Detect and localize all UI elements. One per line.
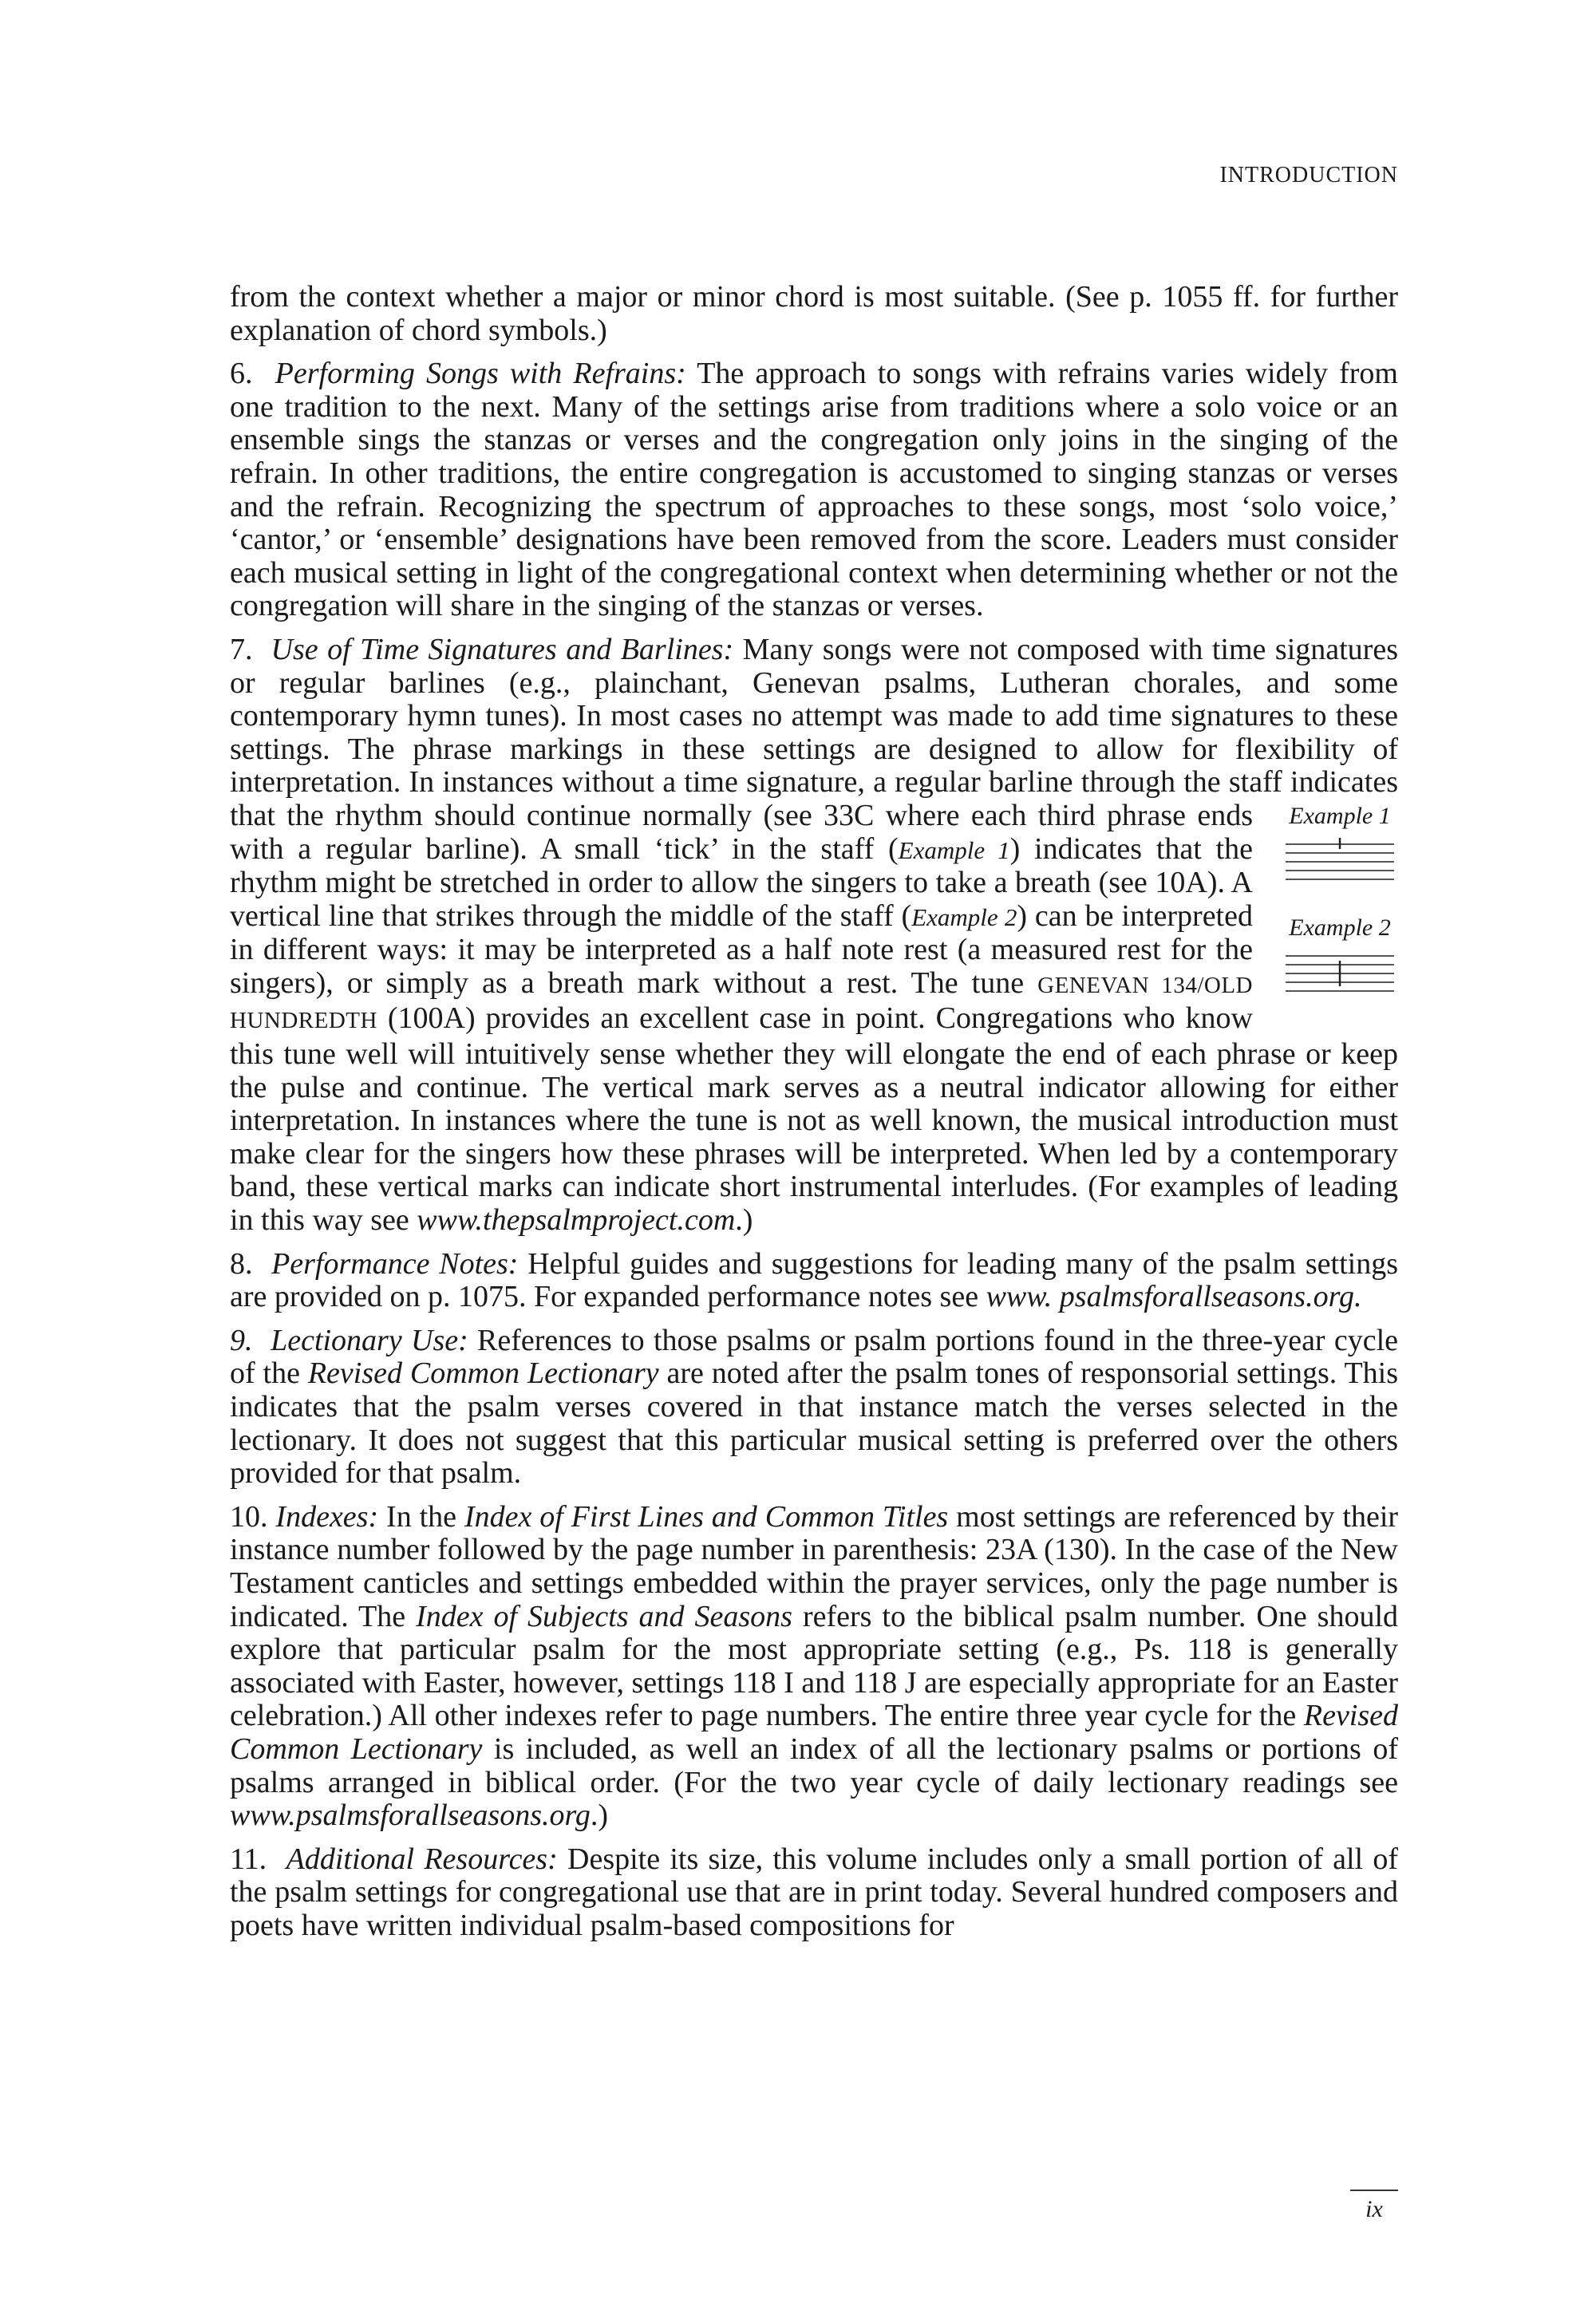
staff-examples (1275, 800, 1404, 1026)
body-text (230, 281, 1398, 1953)
item-11-text: Despite its size, this volume includes only a small portion of all of the psalm settings for congregational use that are in print today. Several hundred composers and poets have written individual psalm-based compositions for (230, 1842, 1399, 1942)
item-7-example-1-ref: Example 1 (898, 835, 1010, 864)
item-7-text-1: Many songs were not composed with time signatures or regular barlines (e.g., plainchant, Genevan psalms, Lutheran chorales, and some contemporary hymn tunes). In most cases no attempt was made to add time signatures to these settings. The phrase markings in these settings are designed to allow for flexibility of interpretation. In instances without a time signature, a regular barline through the staff indicates that the rhythm should continue normally (230, 632, 1398, 832)
item-10-url: www.psalmsforallseasons.org (230, 1799, 591, 1833)
item-7-example-2-ref: Example 2 (911, 902, 1017, 931)
item-8-number: 8. (230, 1246, 253, 1281)
item-9-paragraph (230, 1325, 1398, 1491)
item-11-number: 11. (230, 1842, 267, 1876)
item-7-text-3: ) can be interpreted in different ways: it may be interpreted as a half note rest (a measured rest for the singers), or simply as a breath mark without a rest. The tune (230, 898, 1253, 1000)
item-10-text-5: .) (590, 1799, 609, 1833)
item-7-text-5: .) (735, 1203, 753, 1238)
item-10-text-1: In the (386, 1499, 457, 1534)
item-8-text: Helpful guides and suggestions for leading many of the psalm settings are provided on p. 1075. For expanded performance notes see (230, 1246, 1399, 1314)
item-6-number: 6. (230, 357, 253, 391)
item-7-text-2: ) indicates that the rhythm might be stretched in order to allow the singers to take a breath (see 10A). A vertical line that strikes through the middle of the staff ( (230, 831, 1253, 933)
item-8-paragraph (230, 1248, 1398, 1314)
item-7-heading: Use of Time Signatures and Barlines: (271, 632, 734, 666)
running-head: INTRODUCTION (1219, 163, 1398, 188)
item-9-text-2: are noted after the psalm tones of responsorial settings. This indicates that the psalm verses covered in that instance match the verses selected in the lectionary. It does not suggest that this particular musical setting is preferred over the others provided for that psalm. (230, 1356, 1399, 1491)
item-8-url: www. psalmsforallseasons.org. (986, 1280, 1362, 1314)
item-6-heading: Performing Songs with Refrains: (275, 357, 686, 391)
page-number-rule (1350, 2190, 1398, 2191)
item-9-text-1: References to those psalms or psalm portions found in the three-year cycle of the (230, 1323, 1399, 1391)
item-11-paragraph (230, 1843, 1398, 1943)
example-2-label: Example 2 (1289, 914, 1391, 941)
item-9-heading: Lectionary Use: (271, 1323, 468, 1357)
item-9-number: 9. (230, 1323, 253, 1357)
item-7-paragraph (230, 634, 1398, 1238)
example-2-staff (1284, 950, 1396, 997)
example-1-label: Example 1 (1289, 802, 1391, 829)
item-6-text: The approach to songs with refrains varies widely from one tradition to the next. Many of the settings arise from traditions where a solo voice or an ensemble sings the stanzas or verses and the congregation only joins in the singing of the refrain. In other traditions, the entire congregation is accustomed to singing stanzas or verses and the refrain. Recognizing the spectrum of approaches to these songs, most ‘solo voice,’ ‘cantor,’ or ‘ensemble’ designations have been removed from the score. Leaders must consider each musical setting in light of the congregational context when determining whether or not the congregation will share in the singing of the stanzas or verses. (230, 357, 1398, 623)
item-10-text-3: refers to the biblical psalm number. One should explore that particular psalm for the most appropriate setting (e.g., Ps. 118 is generally associated with Easter, however, settings 118 I and 118 J are especially appropriate for an Easter celebration.) All other indexes refer to page numbers. The entire three year cycle for the (230, 1599, 1399, 1733)
item-7-tune-name: GENEVAN 134/OLD HUNDREDTH (230, 972, 1253, 1034)
item-9-title: Revised Common Lectionary (307, 1356, 659, 1391)
item-10-title-1: Index of First Lines and Common Titles (464, 1499, 949, 1534)
item-10-text-2: most settings are referenced by their instance number followed by the page number in parenthesis: 23A (130). In the case of the New Testament canticles and settings embedded within the prayer services, only the page number is indicated. The (230, 1499, 1399, 1633)
item-8-heading: Performance Notes: (271, 1246, 519, 1281)
item-7-text-1-cont: (see 33C where each third phrase ends with a regular barline). A small ‘tick’ in the staff ( (230, 798, 1254, 866)
item-6-paragraph (230, 357, 1398, 623)
item-10-heading: Indexes: (275, 1499, 379, 1534)
item-11-heading: Additional Resources: (286, 1842, 558, 1876)
item-10-title-3: Revised Common Lectionary (230, 1699, 1399, 1766)
item-7-text-4: (100A) provides an excellent case in point. Congregations who know this tune well will intuitively sense whether they will elongate the end of each phrase or keep the pulse and continue. The vertical mark serves as a neutral indicator allowing for either interpretation. In instances where the tune is not as well known, the musical introduction must make clear for the singers how these phrases will be interpreted. When led by a contemporary band, these vertical marks can indicate short instrumental interludes. (For examples of leading in this way see (230, 1001, 1398, 1238)
item-7-number: 7. (230, 632, 253, 666)
item-10-paragraph (230, 1501, 1398, 1833)
item-10-number: 10. (230, 1499, 268, 1534)
continuation-paragraph: from the context whether a major or minor chord is most suitable. (See p. 1055 ff. for further explanation of chord symbols.) (230, 280, 1398, 347)
item-7-url: www.thepsalmproject.com (417, 1203, 736, 1238)
item-10-title-2: Index of Subjects and Seasons (416, 1599, 792, 1633)
page-number: ix (1365, 2196, 1383, 2222)
item-10-text-4: is included, as well an index of all the lectionary psalms or portions of psalms arranged in biblical order. (For the two year cycle of daily lectionary readings see (230, 1732, 1398, 1799)
example-1-staff (1284, 838, 1396, 886)
